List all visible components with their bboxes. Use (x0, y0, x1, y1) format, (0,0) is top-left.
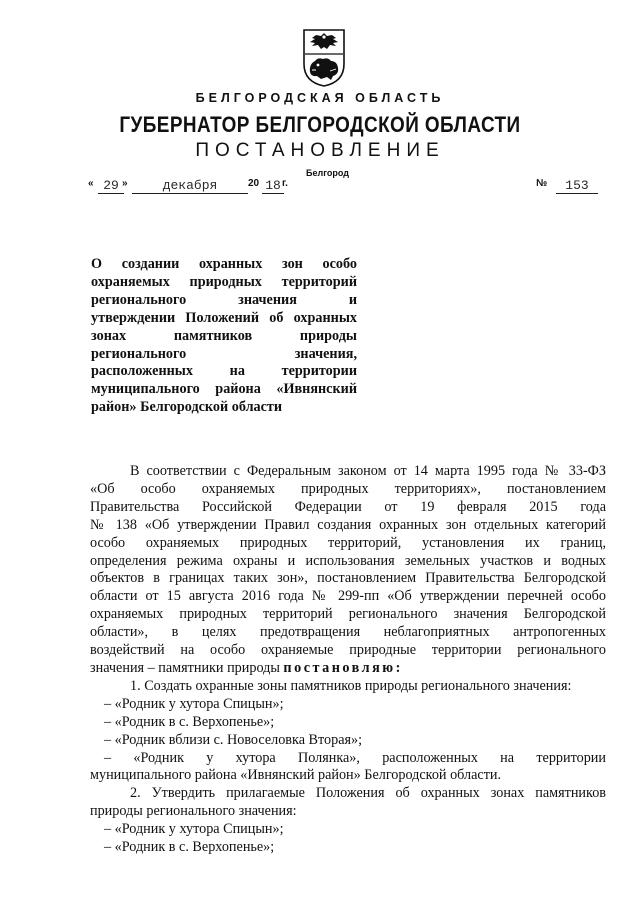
body-line: охраняемых природных территорий регионального значения Белгородской (90, 606, 606, 623)
list-item: – «Родник в с. Верхопенье»; (104, 839, 275, 856)
coat-of-arms-icon (300, 24, 348, 88)
list-item: – «Родник вблизи с. Новоселовка Вторая»; (104, 731, 363, 748)
date-day: 29 (98, 178, 124, 194)
body-line: № 138 «Об утверждении Правил создания охранных зон отдельных категорий (90, 516, 606, 533)
document-title (91, 256, 357, 417)
title-line: О создании охранных зон особо (91, 256, 357, 272)
list-item: – «Родник у хутора Полянка», расположенных на территории (104, 749, 606, 766)
title-line: район» Белгородской области (91, 399, 283, 416)
document-body (90, 463, 606, 857)
date-year-unit: г. (282, 178, 288, 189)
body-line: воздействий на особо охраняемые природные территории регионального (90, 642, 606, 659)
resolve-word: постановляю: (283, 659, 403, 676)
paragraph-1: 1. Создать охранные зоны памятников природы регионального значения: (130, 677, 572, 694)
decree-number: 153 (556, 178, 598, 194)
list-item: – «Родник у хутора Спицын»; (104, 821, 284, 838)
title-line: расположенных на территории (91, 363, 357, 380)
region-heading: БЕЛГОРОДСКАЯ ОБЛАСТЬ (195, 91, 445, 105)
title-line: муниципального района «Ивнянский (91, 381, 357, 398)
decree-number-label: № (536, 178, 548, 189)
date-open-quote: « (88, 178, 94, 189)
date-year-prefix: 20 (248, 178, 260, 189)
date-close-quote: » (122, 178, 128, 189)
governor-heading: ГУБЕРНАТОР БЕЛГОРОДСКОЙ ОБЛАСТИ (119, 112, 521, 137)
body-line: Правительства Российской Федерации от 19 февраля 2015 года (90, 498, 606, 515)
body-line: объектов в границах таких зон», постановлением Правительства Белгородской (90, 570, 606, 587)
title-line: регионального значения, (91, 345, 357, 362)
body-line: особо охраняемых природных территорий, установления их границ, (90, 534, 606, 551)
paragraph-2: 2. Утвердить прилагаемые Положения об охранных зонах памятников (130, 785, 606, 802)
date-number-line (88, 178, 608, 198)
list-item: – «Родник у хутора Спицын»; (104, 695, 284, 712)
date-year-suffix: 18 (262, 178, 284, 194)
decree-heading: ПОСТАНОВЛЕНИЕ (195, 140, 445, 161)
list-item: – «Родник в с. Верхопенье»; (104, 713, 275, 730)
body-line: определения режима охраны и использования земельных участков и водных (90, 552, 606, 569)
body-line-text: значения – памятники природы (90, 659, 280, 676)
body-line: области от 15 августа 2016 года № 299-пп «Об утверждении перечней особо (90, 588, 606, 605)
body-line-resolve (90, 660, 606, 678)
title-line: охраняемых природных территорий (91, 273, 357, 290)
title-line: регионального значения и (91, 291, 357, 308)
paragraph-2-continued: природы регионального значения: (90, 803, 297, 820)
title-line: зонах памятников природы (91, 327, 357, 344)
date-month: декабря (132, 178, 248, 194)
city-label: Белгород (306, 168, 349, 178)
title-line: утверждении Положений об охранных (91, 309, 357, 326)
list-item-continued: муниципального района «Ивнянский район» Белгородской области. (90, 767, 502, 784)
body-line: «Об особо охраняемых природных территориях», постановлением (90, 480, 606, 497)
body-line: В соответствии с Федеральным законом от 14 марта 1995 года № 33-ФЗ (130, 463, 606, 479)
body-line: области», в целях предотвращения неблагоприятных антропогенных (90, 624, 606, 641)
